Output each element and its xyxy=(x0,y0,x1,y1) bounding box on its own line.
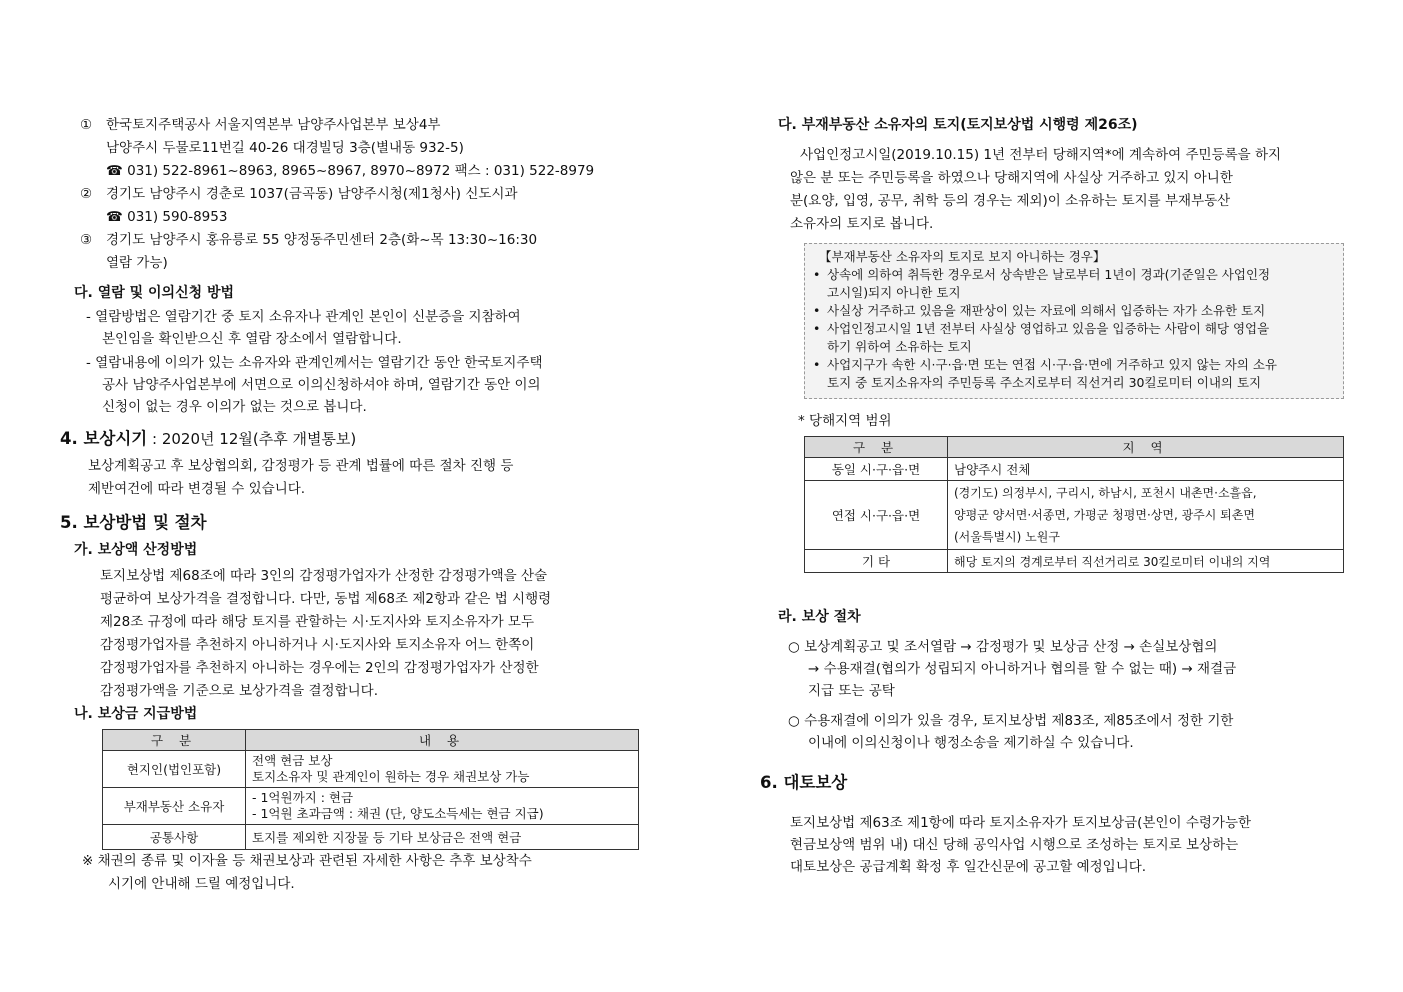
section-4-title-rest: : 2020년 12월(추후 개별통보) xyxy=(147,430,357,448)
section-da-item-1-line-1: - 열람방법은 열람기간 중 토지 소유자나 관계인 본인이 신분증을 지참하여 xyxy=(86,309,521,325)
table-cell-line: 전액 현금 보상 xyxy=(252,753,333,768)
scope-header-region: 지 역 xyxy=(948,437,1344,458)
table-row xyxy=(103,751,639,788)
section-6-body-1: 토지보상법 제63조 제1항에 따라 토지소유자가 토지보상금(본인이 수령가능한 xyxy=(790,815,1252,831)
section-5-ga-line-1: 토지보상법 제68조에 따라 3인의 감정평가업자가 산정한 감정평가액을 산술 xyxy=(100,568,548,584)
procedure-item-1-line-2: → 수용재결(협의가 성립되지 아니하거나 협의를 할 수 없는 때) → 재결금 xyxy=(808,661,1237,677)
office-1-num: ① xyxy=(80,117,93,133)
exception-box-title: 【부재부동산 소유자의 토지로 보지 아니하는 경우】 xyxy=(819,249,1106,264)
exception-item-line: • 상속에 의하여 취득한 경우로서 상속받은 날로부터 1년이 경과(기준일은 사업인정 xyxy=(827,267,1271,282)
bond-note-line-1: ※ 채권의 종류 및 이자율 등 채권보상과 관련된 자세한 사항은 추후 보상착수 xyxy=(82,853,532,869)
section-5-title: 5. 보상방법 및 절차 xyxy=(60,513,207,532)
table-cell-content xyxy=(948,481,1344,550)
right-section-da-body-4: 소유자의 토지로 봅니다. xyxy=(790,216,934,232)
office-2-num: ② xyxy=(80,186,93,202)
table-cell-line: (경기도) 의정부시, 구리시, 하남시, 포천시 내촌면·소흘읍, xyxy=(954,486,1257,500)
table-cell-line: - 1억원 초과금액 : 채권 (단, 양도소득세는 현금 지급) xyxy=(252,806,544,821)
office-3-line-1: 경기도 남양주시 홍유릉로 55 양정동주민센터 2층(화~목 13:30~16:30 xyxy=(106,232,538,248)
section-4-body-1: 보상계획공고 후 보상협의회, 감정평가 등 관계 법률에 따른 절차 진행 등 xyxy=(88,458,514,474)
table-cell-content xyxy=(246,751,639,788)
table-header-category: 구 분 xyxy=(103,730,246,751)
exception-item-line: • 사실상 거주하고 있음을 재판상이 있는 자료에 의해서 입증하는 자가 소유한 토지 xyxy=(827,303,1266,318)
section-da-item-2-line-3: 신청이 없는 경우 이의가 없는 것으로 봅니다. xyxy=(102,399,367,415)
office-2-line-2: ☎ 031) 590-8953 xyxy=(106,209,228,225)
right-section-da-body-1: 사업인정고시일(2019.10.15) 1년 전부터 당해지역*에 계속하여 주민등록을 하지 xyxy=(800,147,1282,163)
section-da-item-1-line-2: 본인임을 확인받으신 후 열람 장소에서 열람합니다. xyxy=(102,331,402,347)
bond-note-line-2: 시기에 안내해 드릴 예정입니다. xyxy=(108,876,295,892)
exception-item-line: 하기 위하여 소유하는 토지 xyxy=(827,339,972,354)
table-row xyxy=(805,458,1344,481)
section-da-item-2-line-2: 공사 남양주사업본부에 서면으로 이의신청하셔야 하며, 열람기간 동안 이의 xyxy=(102,377,541,393)
scope-header-row xyxy=(805,437,1344,458)
office-3-line-2: 열람 가능) xyxy=(106,255,168,271)
office-1-line-1: 한국토지주택공사 서울지역본부 남양주사업본부 보상4부 xyxy=(106,117,441,133)
exception-item-line: 토지 중 토지소유자의 주민등록 주소지로부터 직선거리 30킬로미터 이내의 토지 xyxy=(827,375,1262,390)
right-section-da-body-2: 않은 분 또는 주민등록을 하였으나 당해지역에 사실상 거주하고 있지 아니한 xyxy=(790,170,1233,186)
section-5-ga-line-3: 제28조 규정에 따라 해당 토지를 관할하는 시·도지사와 토지소유자가 모두 xyxy=(100,614,534,630)
table-header-row xyxy=(103,730,639,751)
section-4-heading xyxy=(60,428,356,451)
exception-item-line: 고시일)되지 아니한 토지 xyxy=(827,285,961,300)
exception-item xyxy=(813,266,1335,302)
office-2-line-1: 경기도 남양주시 경춘로 1037(금곡동) 남양주시청(제1청사) 신도시과 xyxy=(106,186,518,202)
section-5-ga-title: 가. 보상액 산정방법 xyxy=(74,542,198,558)
section-5-ga-line-4: 감정평가업자를 추천하지 아니하거나 시·도지사와 토지소유자 어느 한쪽이 xyxy=(100,637,535,653)
table-cell-label: 공통사항 xyxy=(103,825,246,850)
table-cell-label: 동일 시·구·읍·면 xyxy=(805,458,948,481)
section-5-ga-line-2: 평균하여 보상가격을 결정합니다. 다만, 동법 제68조 제2항과 같은 법 시행령 xyxy=(100,591,552,607)
table-cell-content: 남양주시 전체 xyxy=(948,458,1344,481)
office-3-num: ③ xyxy=(80,232,93,248)
section-4-title: 4. 보상시기 xyxy=(60,429,148,448)
table-cell-line: - 1억원까지 : 현금 xyxy=(252,790,354,805)
section-6-title: 6. 대토보상 xyxy=(760,773,848,792)
section-6-body-3: 대토보상은 공급계획 확정 후 일간신문에 공고할 예정입니다. xyxy=(790,859,1147,875)
table-cell-label: 연접 시·구·읍·면 xyxy=(805,481,948,550)
table-cell-label: 부재부동산 소유자 xyxy=(103,788,246,825)
section-5-ga-line-6: 감정평가액을 기준으로 보상가격을 결정합니다. xyxy=(100,683,378,699)
table-cell-line: 토지소유자 및 관계인이 원하는 경우 채권보상 가능 xyxy=(252,769,530,784)
right-section-ra-title: 라. 보상 절차 xyxy=(778,609,861,625)
table-cell-label: 기 타 xyxy=(805,550,948,573)
office-1-line-3: ☎ 031) 522-8961~8963, 8965~8967, 8970~8972 팩스 : 031) 522-8979 xyxy=(106,163,595,179)
section-da-title: 다. 열람 및 이의신청 방법 xyxy=(74,285,235,301)
table-cell-content xyxy=(246,788,639,825)
table-row xyxy=(103,788,639,825)
scope-header-category: 구 분 xyxy=(805,437,948,458)
right-section-da-body-3: 분(요양, 입영, 공무, 취학 등의 경우는 제외)이 소유하는 토지를 부재부동산 xyxy=(790,193,1231,209)
exception-item-line: • 사업인정고시일 1년 전부터 사실상 영업하고 있음을 입증하는 사람이 해당 영업을 xyxy=(827,321,1270,336)
table-cell-content: 토지를 제외한 지장물 등 기타 보상금은 전액 현금 xyxy=(246,825,639,850)
right-section-da-title: 다. 부재부동산 소유자의 토지(토지보상법 시행령 제26조) xyxy=(778,117,1138,133)
procedure-item-1-line-1: ○ 보상계획공고 및 조서열람 → 감정평가 및 보상금 산정 → 손실보상협의 xyxy=(788,639,1218,655)
exception-item-line: • 사업지구가 속한 시·구·읍·면 또는 연접 시·구·읍·면에 거주하고 있지 않는 자의 소유 xyxy=(827,357,1277,372)
table-row xyxy=(805,481,1344,550)
exception-item xyxy=(813,302,1335,320)
section-5-ga-line-5: 감정평가업자를 추천하지 아니하는 경우에는 2인의 감정평가업자가 산정한 xyxy=(100,660,539,676)
table-cell-line: 양평군 양서면·서종면, 가평군 청평면·상면, 광주시 퇴촌면 xyxy=(954,508,1255,522)
table-cell-label: 현지인(법인포함) xyxy=(103,751,246,788)
section-da-item-2-line-1: - 열람내용에 이의가 있는 소유자와 관계인께서는 열람기간 동안 한국토지주택 xyxy=(86,355,543,371)
section-6-body-2: 현금보상액 범위 내) 대신 당해 공익사업 시행으로 조성하는 토지로 보상하는 xyxy=(790,837,1239,853)
table-cell-line: (서울특별시) 노원구 xyxy=(954,530,1060,544)
exception-box xyxy=(804,243,1344,399)
scope-table xyxy=(804,436,1344,573)
table-header-content: 내 용 xyxy=(246,730,639,751)
table-row xyxy=(103,825,639,850)
table-cell-content: 해당 토지의 경계로부터 직선거리로 30킬로미터 이내의 지역 xyxy=(948,550,1344,573)
section-5-na-title: 나. 보상금 지급방법 xyxy=(74,706,198,722)
office-1-line-2: 남양주시 두물로11번길 40-26 대경빌딩 3층(별내동 932-5) xyxy=(106,140,464,156)
procedure-item-1-line-3: 지급 또는 공탁 xyxy=(808,683,895,699)
exception-item xyxy=(813,356,1335,392)
procedure-item-2-line-1: ○ 수용재결에 이의가 있을 경우, 토지보상법 제83조, 제85조에서 정한 기한 xyxy=(788,713,1234,729)
procedure-item-2-line-2: 이내에 이의신청이나 행정소송을 제기하실 수 있습니다. xyxy=(808,735,1134,751)
payment-method-table xyxy=(102,729,639,850)
scope-title: * 당해지역 범위 xyxy=(798,413,892,429)
table-row xyxy=(805,550,1344,573)
exception-item xyxy=(813,320,1335,356)
section-4-body-2: 제반여건에 따라 변경될 수 있습니다. xyxy=(88,481,306,497)
